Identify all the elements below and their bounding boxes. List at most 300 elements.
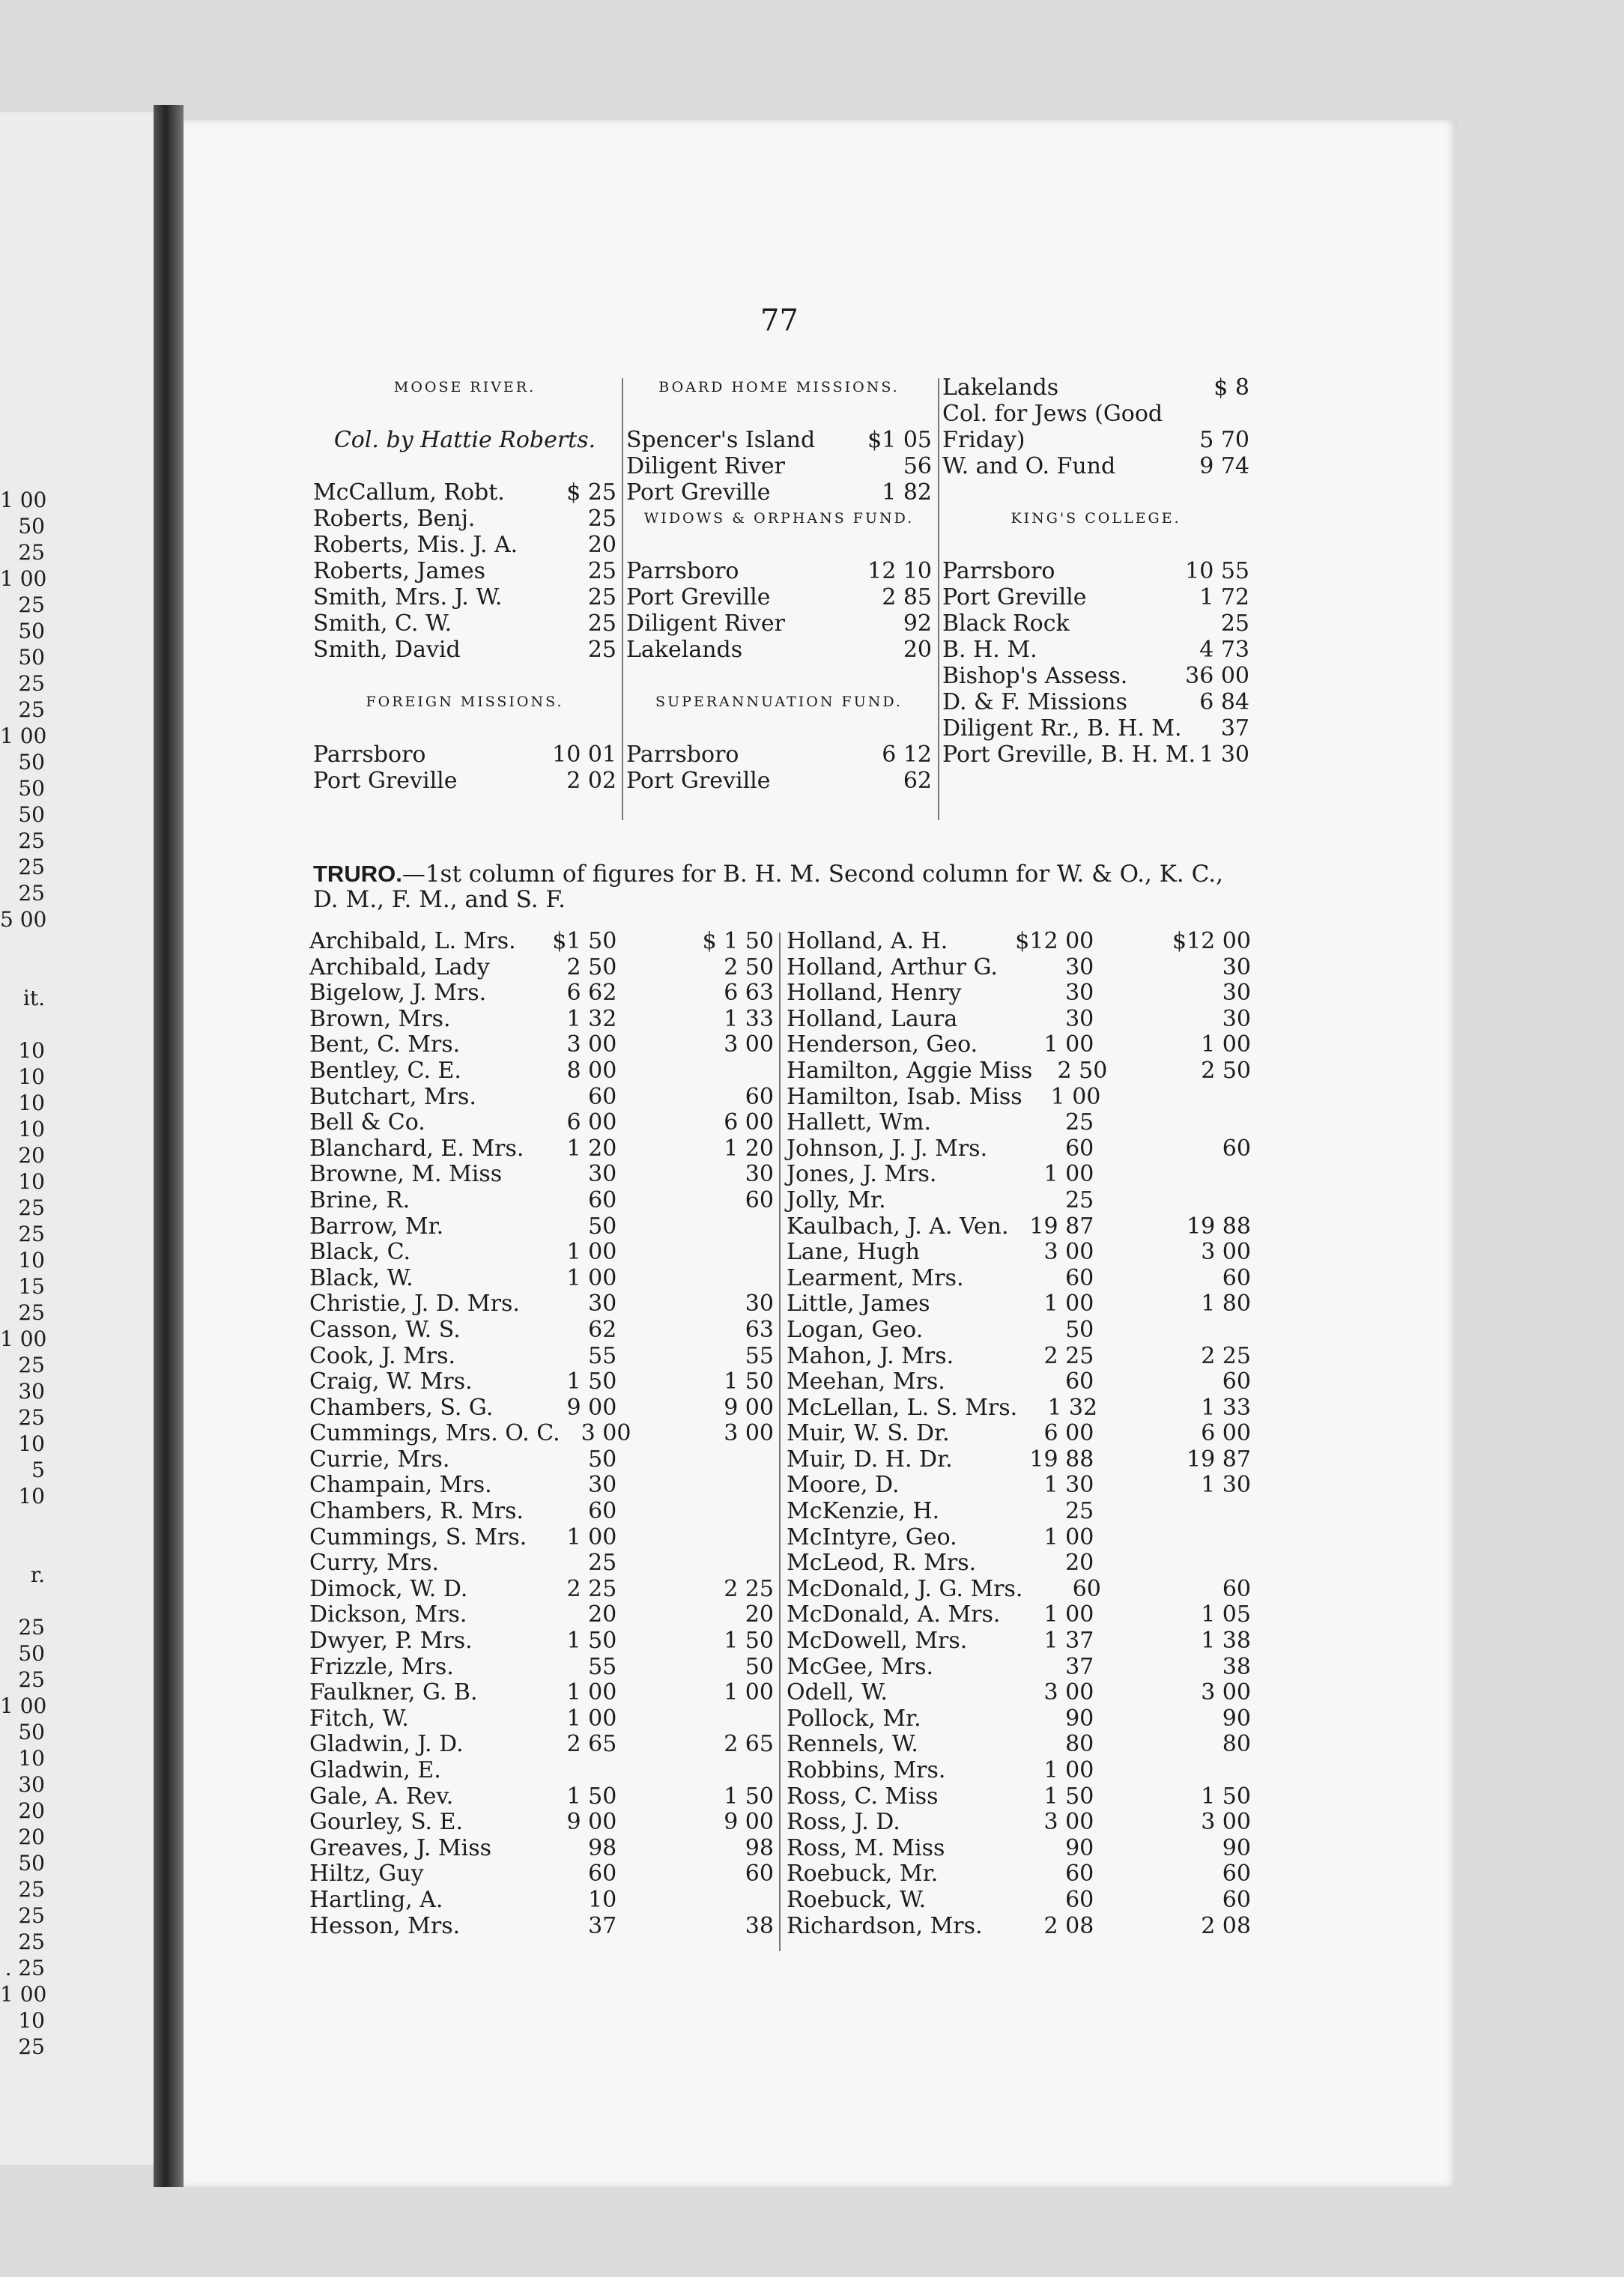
table-row [309, 1369, 774, 1395]
left-page-amount: 25 [18, 881, 45, 906]
table-row [309, 1291, 774, 1318]
table-row [787, 1110, 1251, 1136]
entry-amount: 6 84 [1199, 689, 1249, 715]
left-page-amount: 25 [18, 1353, 45, 1377]
entry-name: B. H. M. [942, 637, 1037, 663]
left-page-amount [0, 1011, 45, 1037]
donor-name: McLeod, R. Mrs. [787, 1550, 977, 1577]
bhm-amount: 3 00 [1043, 1809, 1094, 1836]
left-page-amount: 25 [18, 828, 45, 853]
bhm-amount: 1 00 [1043, 1601, 1094, 1628]
donor-name: Christie, J. D. Mrs. [309, 1291, 520, 1318]
donor-name: McDowell, Mrs. [787, 1628, 968, 1655]
left-page-amount: 25 [18, 2034, 45, 2059]
table-row [309, 955, 774, 981]
list-item [313, 558, 616, 584]
donor-name: Currie, Mrs. [309, 1446, 450, 1473]
left-page-amount: 50 [18, 1851, 45, 1876]
left-page-amount: 5 00 [0, 907, 47, 932]
entry-name: Parrsboro [626, 742, 739, 768]
entry-amount: 36 00 [1185, 663, 1249, 689]
left-page-amounts [0, 487, 45, 2060]
list-item [313, 506, 616, 532]
left-page-amount: 50 [18, 802, 45, 827]
table-row [309, 1447, 774, 1473]
entry-amount: 2 02 [566, 768, 616, 794]
superannuation-heading: SUPERANNUATION FUND. [655, 694, 903, 710]
left-page-amount: 25 [18, 1667, 45, 1692]
entry-name: Roberts, Mis. J. A. [313, 532, 518, 558]
donor-name: Mahon, J. Mrs. [787, 1342, 954, 1369]
second-amount [1094, 1110, 1251, 1136]
second-amount: 9 00 [724, 1809, 774, 1836]
entry-amount: 25 [587, 558, 616, 584]
donor-name: Casson, W. S. [309, 1316, 461, 1343]
table-row [309, 1188, 774, 1214]
list-item [313, 637, 616, 663]
bhm-amount: 1 32 [566, 1005, 617, 1032]
left-page-amount: 25 [18, 1195, 45, 1220]
donor-name: Little, James [787, 1291, 930, 1318]
table-row [787, 1344, 1251, 1370]
second-amount: 90 [1222, 1705, 1251, 1732]
list-item [626, 584, 932, 610]
second-amount: 60 [1222, 1368, 1251, 1395]
donor-name: Bent, C. Mrs. [309, 1031, 461, 1058]
entry-amount: 5 70 [1199, 427, 1249, 453]
entry-amount: 56 [903, 453, 932, 479]
entry-name: W. and O. Fund [942, 453, 1116, 479]
bhm-amount: 60 [1072, 1575, 1101, 1602]
bhm-amount: 6 62 [566, 980, 617, 1007]
col3-top-list [942, 375, 1249, 479]
table-row [787, 1266, 1251, 1292]
table-row [787, 1914, 1251, 1940]
left-page-amount: 20 [18, 1798, 45, 1823]
left-page-amount: 20 [18, 1825, 45, 1849]
bhm-amount: 60 [588, 1186, 617, 1213]
bhm-amount: 60 [1065, 1886, 1094, 1913]
left-page-amount: 25 [18, 1300, 45, 1325]
table-row [309, 1810, 774, 1836]
bhm-amount: 60 [588, 1861, 617, 1888]
second-amount: 1 00 [1201, 1031, 1251, 1058]
left-page-amount: 30 [18, 1379, 45, 1404]
donor-name: McDonald, J. G. Mrs. [787, 1575, 1023, 1602]
entry-amount: 20 [903, 637, 932, 663]
table-row [787, 1369, 1251, 1395]
list-item [626, 742, 932, 768]
table-row [309, 1861, 774, 1888]
list-item [942, 610, 1249, 637]
bhm-amount: 2 25 [566, 1575, 617, 1602]
bhm-amount: 30 [1065, 1005, 1094, 1032]
second-amount: 6 63 [724, 980, 774, 1007]
donor-name: Chambers, R. Mrs. [309, 1498, 524, 1525]
second-amount [616, 1473, 774, 1499]
foreign-missions-list [313, 742, 616, 794]
left-page-amount [0, 933, 45, 959]
left-page-amount: 25 [18, 1615, 45, 1640]
table-row [787, 1680, 1251, 1706]
left-page-amount: 1 00 [0, 1694, 47, 1718]
left-page-amount: 10 [18, 1091, 45, 1115]
donor-name: Archibald, L. Mrs. [309, 928, 516, 954]
second-amount: 60 [1222, 1886, 1251, 1913]
donor-name: Black, C. [309, 1239, 410, 1266]
donor-name: Champain, Mrs. [309, 1472, 492, 1499]
left-page-amount: r. [30, 1562, 45, 1587]
entry-amount: 2 85 [882, 584, 932, 610]
bhm-amount: 30 [588, 1161, 617, 1188]
column-1 [313, 375, 616, 794]
bhm-amount: 3 00 [1043, 1679, 1094, 1706]
left-page-amount: 10 [18, 1169, 45, 1194]
table-row [309, 1525, 774, 1551]
entry-name: Col. for Jews (Good [942, 401, 1163, 427]
left-page-amount: 1 00 [0, 488, 47, 512]
second-amount: 50 [745, 1653, 774, 1680]
entry-amount: 20 [587, 532, 616, 558]
bhm-amount: 1 50 [566, 1628, 617, 1655]
second-amount: 20 [745, 1601, 774, 1628]
left-page-amount: 25 [18, 1903, 45, 1928]
bhm-amount: 50 [588, 1213, 617, 1240]
entry-name: Port Greville [626, 768, 771, 794]
donor-name: Holland, A. H. [787, 928, 948, 954]
donor-name: Greaves, J. Miss [309, 1834, 491, 1861]
table-row [309, 1395, 774, 1422]
bhm-amount: 1 00 [566, 1523, 617, 1550]
column-2 [626, 375, 932, 794]
donor-name: McKenzie, H. [787, 1498, 940, 1525]
left-page-amount: 10 [18, 1248, 45, 1273]
bhm-amount: 30 [1065, 980, 1094, 1007]
donor-name: Gourley, S. E. [309, 1809, 464, 1836]
donor-name: Butchart, Mrs. [309, 1083, 476, 1110]
table-row [787, 1758, 1251, 1784]
second-amount: 60 [745, 1186, 774, 1213]
entry-amount: 92 [903, 610, 932, 637]
bhm-amount: 60 [1065, 1264, 1094, 1291]
left-page-amount: 20 [18, 1143, 45, 1168]
left-page-amount: 1 00 [0, 724, 47, 748]
donor-name: Brine, R. [309, 1186, 410, 1213]
second-amount: 1 30 [1201, 1472, 1251, 1499]
table-row [309, 1110, 774, 1136]
bhm-amount: 2 50 [566, 953, 617, 980]
table-row [309, 1136, 774, 1162]
second-amount: 1 50 [1201, 1783, 1251, 1810]
donor-name: Cook, J. Mrs. [309, 1342, 456, 1369]
bhm-amount: 8 00 [566, 1057, 617, 1084]
left-page-amount [0, 1535, 45, 1562]
bhm-amount: 1 32 [1047, 1394, 1098, 1421]
list-item [626, 610, 932, 637]
left-page-amount: 1 00 [0, 1327, 47, 1351]
donor-name: Craig, W. Mrs. [309, 1368, 473, 1395]
second-amount: 2 08 [1201, 1912, 1251, 1939]
left-page-amount: 10 [18, 1038, 45, 1063]
table-row [787, 1499, 1251, 1525]
second-amount: 55 [745, 1342, 774, 1369]
second-amount: 30 [1222, 1005, 1251, 1032]
second-amount [1094, 1162, 1251, 1188]
table-row [309, 1240, 774, 1266]
donor-name: Roebuck, Mr. [787, 1861, 939, 1888]
list-item [942, 375, 1249, 401]
table-row [787, 1836, 1251, 1862]
left-page-amount: 1 00 [0, 566, 47, 591]
table-row [309, 1628, 774, 1655]
second-amount: 6 00 [1201, 1420, 1251, 1447]
second-amount [616, 1706, 774, 1732]
table-row [787, 1550, 1251, 1577]
second-amount: 38 [745, 1912, 774, 1939]
donor-name: Holland, Laura [787, 1005, 958, 1032]
donor-name: Rennels, W. [787, 1731, 918, 1758]
bhm-amount: 1 50 [566, 1783, 617, 1810]
bhm-amount: $1 50 [552, 928, 617, 954]
bhm-amount: 20 [588, 1601, 617, 1628]
table-row [787, 980, 1251, 1007]
left-page-amount: 50 [18, 645, 45, 670]
table-row [309, 1499, 774, 1525]
bhm-amount: 6 00 [1043, 1420, 1094, 1447]
entry-amount [1163, 401, 1249, 427]
bhm-amount: 60 [588, 1498, 617, 1525]
donor-name: Bell & Co. [309, 1109, 425, 1136]
entry-name: Lakelands [626, 637, 743, 663]
list-item [313, 479, 616, 506]
second-amount [616, 1525, 774, 1551]
second-amount: 30 [1222, 953, 1251, 980]
second-amount: 60 [1222, 1861, 1251, 1888]
second-amount: 60 [745, 1083, 774, 1110]
entry-amount: 25 [587, 637, 616, 663]
list-item [626, 768, 932, 794]
list-item [942, 637, 1249, 663]
donor-name: Chambers, S. G. [309, 1394, 494, 1421]
entry-amount: 62 [903, 768, 932, 794]
table-row [787, 1602, 1251, 1628]
second-amount [1100, 1085, 1251, 1111]
second-amount: 2 25 [724, 1575, 774, 1602]
bhm-amount: 1 00 [566, 1705, 617, 1732]
bhm-amount: 1 00 [566, 1264, 617, 1291]
donor-name: Hesson, Mrs. [309, 1912, 461, 1939]
second-amount: 1 50 [724, 1628, 774, 1655]
bhm-amount: 2 08 [1043, 1912, 1094, 1939]
left-page-amount: 25 [18, 671, 45, 696]
table-row [309, 1602, 774, 1628]
second-amount [616, 1240, 774, 1266]
entry-name: Parrsboro [626, 558, 739, 584]
truro-column-rule [779, 933, 781, 1951]
table-row [787, 1655, 1251, 1681]
table-row [787, 1007, 1251, 1033]
bhm-amount: 19 87 [1029, 1213, 1094, 1240]
second-amount: 1 50 [724, 1368, 774, 1395]
donor-name: McLellan, L. S. Mrs. [787, 1394, 1018, 1421]
table-row [787, 1810, 1251, 1836]
second-amount: 1 33 [724, 1005, 774, 1032]
bhm-amount: 25 [1065, 1186, 1094, 1213]
donor-name: Johnson, J. J. Mrs. [787, 1135, 988, 1162]
donor-name: Hartling, A. [309, 1886, 443, 1913]
table-row [787, 1085, 1251, 1111]
bhm-amount: 1 50 [1043, 1783, 1094, 1810]
donor-name: Fitch, W. [309, 1705, 409, 1732]
bhm-amount: 30 [588, 1472, 617, 1499]
second-amount: 60 [745, 1861, 774, 1888]
table-row [787, 1240, 1251, 1266]
bhm-amount: 37 [1065, 1653, 1094, 1680]
entry-amount: 6 12 [882, 742, 932, 768]
second-amount: 1 00 [724, 1679, 774, 1706]
donor-name: Richardson, Mrs. [787, 1912, 983, 1939]
second-amount: 9 00 [724, 1394, 774, 1421]
entry-amount: 1 30 [1199, 742, 1249, 768]
entry-amount: 1 72 [1199, 584, 1249, 610]
donor-name: Kaulbach, J. A. Ven. [787, 1213, 1009, 1240]
table-row [787, 1162, 1251, 1188]
table-row [309, 1732, 774, 1758]
entry-amount: 25 [587, 584, 616, 610]
entry-name: Spencer's Island [626, 427, 816, 453]
bhm-amount: 90 [1065, 1705, 1094, 1732]
kings-college-list [942, 558, 1249, 768]
left-page-amount: 10 [18, 1431, 45, 1456]
table-row [787, 1291, 1251, 1318]
donor-name: Dimock, W. D. [309, 1575, 468, 1602]
donor-name: Muir, D. H. Dr. [787, 1446, 953, 1473]
entry-amount: 12 10 [867, 558, 932, 584]
bhm-amount: 2 25 [1043, 1342, 1094, 1369]
second-amount [1094, 1318, 1251, 1344]
table-row [787, 1706, 1251, 1732]
donor-name: Holland, Arthur G. [787, 953, 998, 980]
second-amount [1094, 1758, 1251, 1784]
list-item [626, 453, 932, 479]
table-row [309, 980, 774, 1007]
table-row [309, 1085, 774, 1111]
donor-name: Browne, M. Miss [309, 1161, 503, 1188]
list-item [942, 663, 1249, 689]
table-row [309, 929, 774, 955]
page-number: 77 [760, 303, 799, 338]
left-page-amount: 50 [18, 619, 45, 643]
bhm-amount: 50 [588, 1446, 617, 1473]
bhm-amount: 9 00 [566, 1809, 617, 1836]
donor-name: Dwyer, P. Mrs. [309, 1628, 473, 1655]
donor-name: Ross, C. Miss [787, 1783, 939, 1810]
bhm-amount: 1 00 [1043, 1523, 1094, 1550]
bhm-amount: 1 00 [1043, 1161, 1094, 1188]
donor-name: Henderson, Geo. [787, 1031, 978, 1058]
table-row [787, 1628, 1251, 1655]
bhm-amount [535, 1758, 616, 1784]
bhm-amount: 62 [588, 1316, 617, 1343]
bhm-amount: 25 [1065, 1109, 1094, 1136]
donor-name: Odell, W. [787, 1679, 888, 1706]
list-item [313, 584, 616, 610]
donor-name: Gale, A. Rev. [309, 1783, 454, 1810]
entry-name: Diligent River [626, 610, 785, 637]
table-row [787, 1032, 1251, 1058]
entry-name: D. & F. Missions [942, 689, 1127, 715]
table-row [309, 1058, 774, 1085]
bhm-amount: 30 [588, 1291, 617, 1318]
entry-amount: $ 25 [566, 479, 616, 506]
table-row [787, 1473, 1251, 1499]
donor-name: Archibald, Lady [309, 953, 490, 980]
left-page-amount: 25 [18, 592, 45, 617]
entry-name: Port Greville [626, 584, 771, 610]
second-amount: 1 20 [724, 1135, 774, 1162]
entry-name: Roberts, Benj. [313, 506, 476, 532]
board-home-missions-list [626, 427, 932, 506]
table-row [309, 1162, 774, 1188]
entry-name: Bishop's Assess. [942, 663, 1128, 689]
bhm-amount: 1 37 [1043, 1628, 1094, 1655]
bhm-amount: 2 50 [1057, 1057, 1108, 1084]
table-row [787, 955, 1251, 981]
second-amount: 60 [1222, 1135, 1251, 1162]
bhm-amount: $12 00 [1015, 928, 1094, 954]
entry-amount: 25 [1220, 610, 1249, 637]
donor-name: Bigelow, J. Mrs. [309, 980, 487, 1007]
entry-name: Port Greville [313, 768, 458, 794]
list-item [942, 715, 1249, 742]
left-page-amount [0, 1588, 45, 1614]
bhm-amount: 55 [588, 1342, 617, 1369]
list-item [313, 742, 616, 768]
bhm-amount: 9 00 [566, 1394, 617, 1421]
moose-river-heading: MOOSE RIVER. [393, 379, 536, 395]
bhm-amount: 20 [1065, 1550, 1094, 1577]
bhm-amount: 1 00 [1043, 1031, 1094, 1058]
entry-amount: $ 8 [1214, 375, 1249, 401]
second-amount: 1 50 [724, 1783, 774, 1810]
entry-name: Lakelands [942, 375, 1059, 401]
widows-orphans-list [626, 558, 932, 663]
truro-right-column [787, 929, 1251, 1939]
bhm-amount: 60 [1065, 1861, 1094, 1888]
widows-orphans-heading: WIDOWS & ORPHANS FUND. [643, 510, 915, 527]
donor-name: Jolly, Mr. [787, 1186, 886, 1213]
bhm-amount: 1 30 [1043, 1472, 1094, 1499]
donor-name: Frizzle, Mrs. [309, 1653, 454, 1680]
left-page-amount: 10 [18, 1064, 45, 1089]
left-page-amount: it. [22, 986, 45, 1010]
table-row [787, 1318, 1251, 1344]
second-amount [616, 1888, 774, 1914]
table-row [787, 1888, 1251, 1914]
bhm-amount: 10 [588, 1886, 617, 1913]
second-amount: 2 50 [724, 953, 774, 980]
bhm-amount: 1 00 [1043, 1291, 1094, 1318]
table-row [309, 1680, 774, 1706]
table-row [309, 1836, 774, 1862]
second-amount: $ 1 50 [702, 928, 774, 954]
table-row [787, 1577, 1251, 1603]
truro-description: —1st column of figures for B. H. M. Second column for W. & O., K. C., D. M., F. M., and S. F. [313, 861, 1223, 913]
list-item [942, 427, 1249, 453]
entry-amount: 10 55 [1185, 558, 1249, 584]
left-page-amount: 30 [18, 1772, 45, 1797]
second-amount [1094, 1550, 1251, 1577]
